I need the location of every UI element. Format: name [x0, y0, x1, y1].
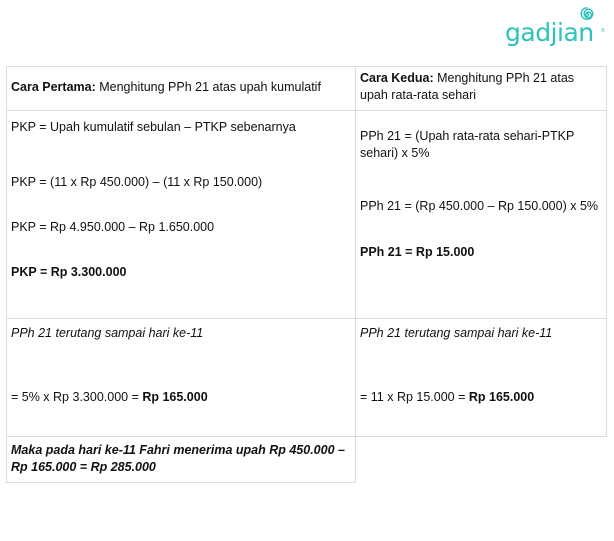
- calculation-table: [6, 66, 607, 483]
- method1-owed-value: Rp 165.000: [142, 390, 208, 404]
- method1-step2: PKP = Rp 4.950.000 – Rp 1.650.000: [11, 220, 215, 234]
- method1-title-bold: Cara Pertama:: [11, 80, 96, 94]
- method2-result: PPh 21 = Rp 15.000: [360, 245, 475, 259]
- method1-owed: [7, 319, 356, 437]
- method1-result: PKP = Rp 3.300.000: [11, 265, 127, 279]
- empty-cell: [356, 437, 607, 483]
- method2-formula: PPh 21 = (Upah rata-rata sehari-PTKP sehari) x 5%: [360, 129, 575, 160]
- method2-owed-value: Rp 165.000: [468, 390, 535, 404]
- table-row: [7, 111, 607, 319]
- table-row: [7, 319, 607, 437]
- method1-title-rest: Menghitung PPh 21 atas upah kumulatif: [95, 80, 321, 94]
- method1-header: [7, 67, 356, 111]
- method2-step1: PPh 21 = (Rp 450.000 – Rp 150.000) x 5%: [360, 199, 599, 213]
- conclusion-cell: [7, 437, 356, 483]
- method1-steps: [7, 111, 356, 319]
- method1-step1: PKP = (11 x Rp 450.000) – (11 x Rp 150.000): [11, 175, 263, 189]
- gadjian-logo: [505, 6, 607, 52]
- table-row: [7, 437, 607, 483]
- method1-owed-label: PPh 21 terutang sampai hari ke-11: [11, 326, 204, 340]
- method1-owed-calc: = 5% x Rp 3.300.000 =: [11, 390, 143, 404]
- method1-formula: PKP = Upah kumulatif sebulan – PTKP sebenarnya: [11, 120, 296, 134]
- registered-mark: ®: [601, 28, 605, 34]
- method2-header: [356, 67, 607, 111]
- method2-owed-label: PPh 21 terutang sampai hari ke-11: [360, 326, 553, 340]
- method2-title-bold: Cara Kedua:: [360, 71, 434, 85]
- conclusion-text: Maka pada hari ke-11 Fahri menerima upah Rp 450.000 – Rp 165.000 = Rp 285.000: [11, 443, 345, 474]
- method2-owed-calc: = 11 x Rp 15.000 =: [360, 390, 469, 404]
- method2-title-rest: Menghitung PPh 21 atas upah rata-rata sehari: [360, 71, 575, 102]
- logo-wordmark: gadjian: [505, 18, 594, 47]
- method2-steps: [356, 111, 607, 319]
- table-row: [7, 67, 607, 111]
- method2-owed: [356, 319, 607, 437]
- swirl-icon: [578, 6, 596, 24]
